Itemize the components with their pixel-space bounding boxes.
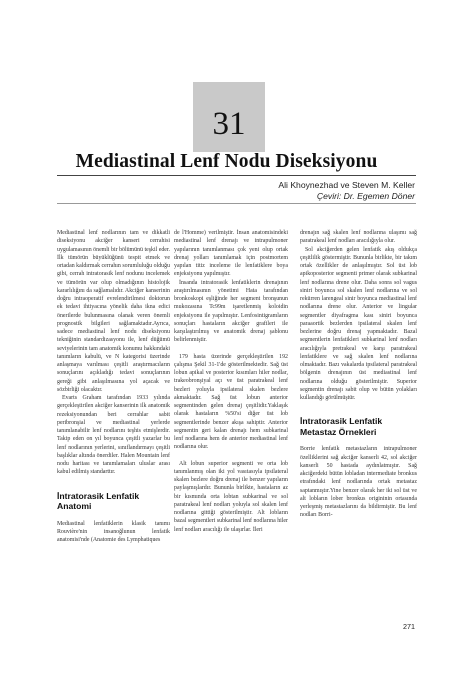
- title-rule: [57, 175, 416, 176]
- section-heading-anatomy: İntratorasik Lenfatik Anatomi: [57, 490, 140, 511]
- text-column-3: [300, 229, 417, 520]
- paragraph: Evarts Graham tarafından 1933 yılında gerçekleştirilen akciğer kanserinin ilk anatomik rezeksiyonundan beri cerrahlar sabit peribronşial ve mediastinal yerlerde tanımlanabilir lenf nodlarını teşhis etmişlerdir. Takip eden on yıl boyunca çeşitli yazarlar bu lenf nodlarının yerlerini, sınıflandırmayı çeşitli başlıklar altında önerdiler. Halen Mountain lenf nodu haritası ve tanımlamaları uluslar arası kabul edilmiş standarttır.: [57, 395, 170, 476]
- section-heading-metastasis: İntratorasik Lenfatik Metastaz Örnekleri: [300, 416, 383, 437]
- paragraph: Borrie lenfatik metastazların intrapulmoner özelliklerini sağ akciğer kanserli 42, sol akciğer kanserli 50 hastada aydınlatmıştır. Sağ akciğerdeki bütün lobladan intermediate bronkus etrafındaki lenf nodlarında ortak metastaz saptanmıştır.Yine benzer olarak her iki sol üst ve alt lobların lober bronkus origininin ortasında yerleşmiş metastazlarını da bildirmiştir. Bu lenf nodları Borri-: [300, 446, 417, 519]
- paragraph: Mediastinal lenf nodlarının tam ve dikkatli diseksiyonu akciğer kanseri cerrahisi uygulamasının önemli bir bölümünü teşkil eder. İlk tümörün büyüklüğünü tespit etmek ve ortadan kaldırmak cerrahın sorumluluğu olduğu gibi, cerrah intratorasik lenf nodunu incelemek ve tümörün var olup olmadığının histolojik kararlılığını da sağlamalıdır. Akciğer kanserinin doğru intraoperatif evrelendirilmesi doktorun ek tedavi ihtiyacına yönelik daha ikna edici önerilerde bulunmasına olanak veren önemli prognostik bilgileri sağlamaktadır.Ayrıca, sadece mediastinal lenf nodu diseksiyonu tekniğinin standardizasyonu ile, lenf düğümü seviyelerinin tam anatomik konumu hakkındaki tanımların kabulü, ve N kategorisi üzerinde anlaşmaya varılması çeşitli araştırmacıların sonuçlarını açıkladığı tedavi sonuçlarının gereği gibi anlaşılmasına yol açacak ve sözbirliği olacaktır.: [57, 230, 170, 393]
- paragraph: İnsanda intratorasik lenfatiklerin drenajının araştırılmasının yönetimi Hata tarafından bronkoskopi eşliğinde her segment bronşunun mukozasına Tc99m işaretlenmiş koloidin enjeksiyonu ile yapılmıştır. Lenfosintigramların sonuçları hastaların akciğer grafileri ile karşılaştırılmış ve anatomik drenaj şablonu belirlenmiştir.: [174, 279, 288, 344]
- chapter-title: Mediastinal Lenf Nodu Diseksiyonu: [75, 151, 378, 172]
- byline-rule: [57, 203, 416, 204]
- paragraph: de l'Homme) verilmiştir. İnsan anatomisindeki mediastinal lenf drenajı ve intrapulmoner yapılarının tanımlanması çok yeni olup ortak drenaj yolları tanımlamak için postmortem yapılan titiz inceleme ile lenfatiklere boya enjeksiyonu yapılmıştır.: [174, 230, 288, 278]
- text-column-2: [174, 229, 288, 534]
- authors: Ali Khoynezhad ve Steven M. Keller: [278, 180, 415, 190]
- paragraph: Alt lobun superior segmenti ve orta lob tanımlanmış olan iki yol vasıtasıyla ipsilateral skalen bezlere doğru drenaj ile benzer yapıların paylaşmışlardır. Bununla birlikte, hastaların az bir kısmında orta lobtan subkarinal ve sol paratrakeal lenf nodları yoluyla sol skalen lenf nodlarına gittiği gösterilmiştir. Alt lobların bazal segmentleri subkarinal lenf nodlarına hiler lenf nodları aracılığı ile ulaşırlar. İleri: [174, 460, 289, 533]
- paragraph: 179 hasta üzerinde gerçekleştirilen 192 çalışma Şekil 31-1'de gösterilmektedir. Sağ üst lobun apikal ve posterior kısımları hiler nodlar, trakeobronşiyal açı ve üst paratrakeal lenf bezleri yoluyla ipsilateral skalen bezlere akmaktadır. Sağ üst lobun anterior segmentinden gelen drenaj çeşitlidir.Yaklaşık olarak hastaların %50'si diğer üst lob segmentlerinde benzer akışa sahiptir. Anterior segmentin geri kalan drenajı hem subkarinal lenf nodlarına hem de anterior mediastinal lenf nodlarına olur.: [174, 353, 288, 451]
- text-column-1: [57, 229, 170, 544]
- translator: Çeviri: Dr. Egemen Döner: [316, 191, 415, 201]
- page-number: 271: [403, 622, 415, 631]
- paragraph: Mediastinal lenfatiklerin klasik tanımı Rouvière'nin insanoğlunun lenfatik anatomisi'nde (Anatomie des Lymphatiques: [57, 520, 170, 543]
- paragraph: drenajın sağ skalen lenf nodlarına ulaşımı sağ paratrakeal lenf nodları aracılığıyla olur.: [300, 230, 417, 245]
- chapter-number: 31: [212, 106, 246, 142]
- paragraph: Sol akciğerden gelen lenfatik akış oldukça çeşitlilik göstermiştir. Bununla birlikte, bir takım ortak özellikler de anlaşılmıştır. Sol üst lob apikoposterior segmenti primer olarak subkarinal lenf nodlarına drene olur. Daha sonra sol vagus siniri boyunca sol skalen lenf nodlarına ve sol rekürren larengeal sinir boyunca mediastinal lenf nodlarına drene olur. Anterior ve lingular segmentler diyafragma kası siniri boyunca paraaortik bezlerden ipsilateral skalen lenf bezlerine doğru drenaj yapmaktadır. Bazal segmentlerin lenfatikleri subkarinal lenf nodları aracılığıyla pretrakeal ve karşı paratrakeal lenfatiklere ve sağ skalen lenf nodlarına olmaktadır. Bazı vakalarda ipsilateral paratrakeal bölgenin drenajının üst mediastinal lenf nodlarına olduğu gösterilmiştir. Superior segmentin drenajı sabit olup ve bütün yolakları kullandığı görülmüştür.: [300, 246, 417, 401]
- byline: [278, 180, 415, 202]
